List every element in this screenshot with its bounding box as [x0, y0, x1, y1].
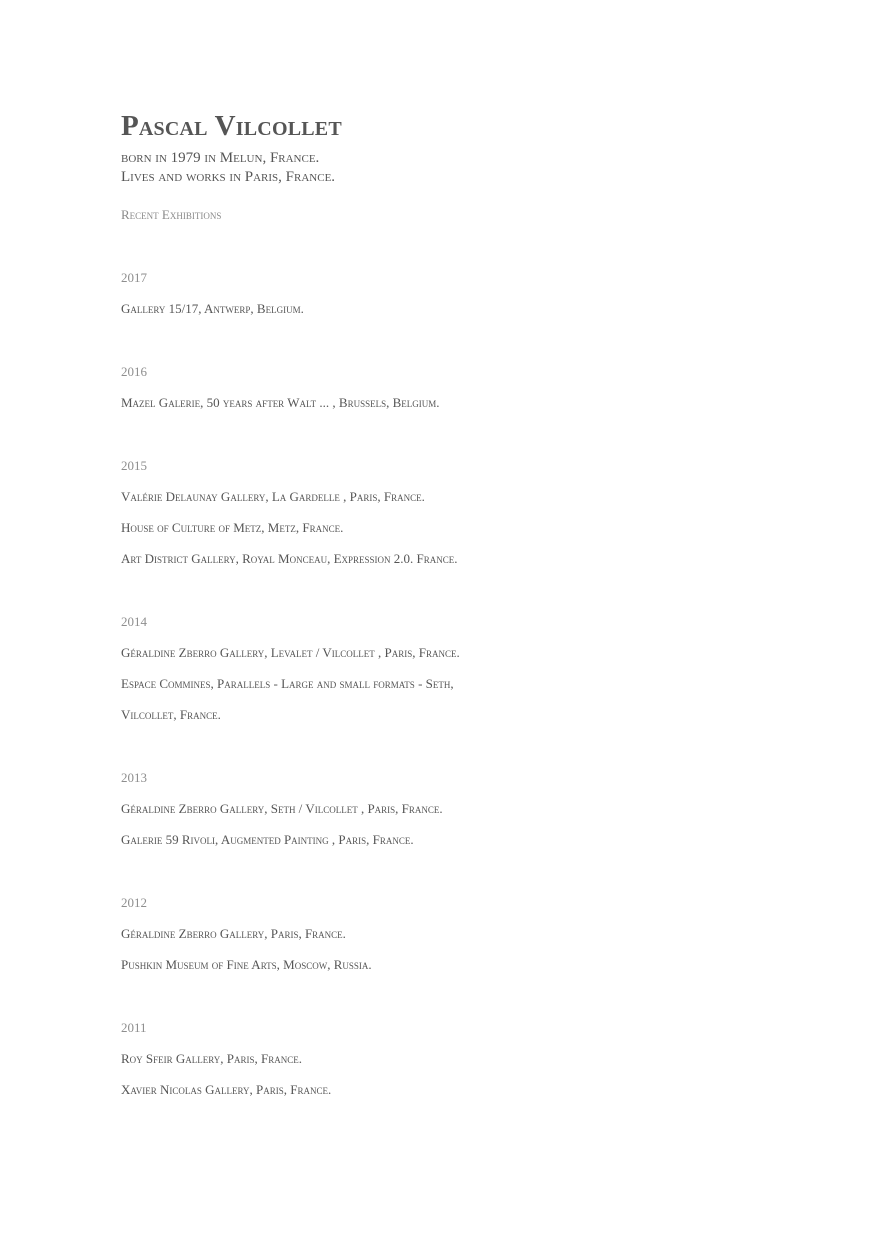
exhibition-entry: Xavier Nicolas Gallery, Paris, France.	[121, 1082, 332, 1097]
year-heading-2011: 2011	[121, 1020, 147, 1035]
exhibition-entry: Valérie Delaunay Gallery, La Gardelle , Paris, France.	[121, 489, 425, 504]
artist-name: Pascal Vilcollet	[121, 110, 342, 142]
exhibition-entry: Pushkin Museum of Fine Arts, Moscow, Russia.	[121, 957, 372, 972]
year-heading-2017: 2017	[121, 270, 147, 285]
year-heading-2014: 2014	[121, 614, 147, 629]
exhibition-entry: Géraldine Zberro Gallery, Levalet / Vilcollet , Paris, France.	[121, 645, 460, 660]
exhibition-entry: Géraldine Zberro Gallery, Paris, France.	[121, 926, 346, 941]
exhibition-entry: Roy Sfeir Gallery, Paris, France.	[121, 1051, 303, 1066]
exhibition-entry: Art District Gallery, Royal Monceau, Expression 2.0. France.	[121, 551, 458, 566]
exhibition-entry: Vilcollet, France.	[121, 707, 221, 722]
section-heading-recent-exhibitions: Recent Exhibitions	[121, 207, 222, 222]
year-heading-2013: 2013	[121, 770, 147, 785]
exhibition-entry: Géraldine Zberro Gallery, Seth / Vilcollet , Paris, France.	[121, 801, 443, 816]
exhibition-entry: Espace Commines, Parallels - Large and small formats - Seth,	[121, 676, 454, 691]
exhibition-entry: House of Culture of Metz, Metz, France.	[121, 520, 344, 535]
artist-birth-info: born in 1979 in Melun, France.	[121, 150, 320, 166]
year-heading-2012: 2012	[121, 895, 147, 910]
exhibition-entry: Gallery 15/17, Antwerp, Belgium.	[121, 301, 304, 316]
artist-residence-info: Lives and works in Paris, France.	[121, 169, 336, 185]
exhibition-entry: Galerie 59 Rivoli, Augmented Painting , Paris, France.	[121, 832, 414, 847]
exhibition-entry: Mazel Galerie, 50 years after Walt ... , Brussels, Belgium.	[121, 395, 440, 410]
year-heading-2016: 2016	[121, 364, 147, 379]
year-heading-2015: 2015	[121, 458, 147, 473]
